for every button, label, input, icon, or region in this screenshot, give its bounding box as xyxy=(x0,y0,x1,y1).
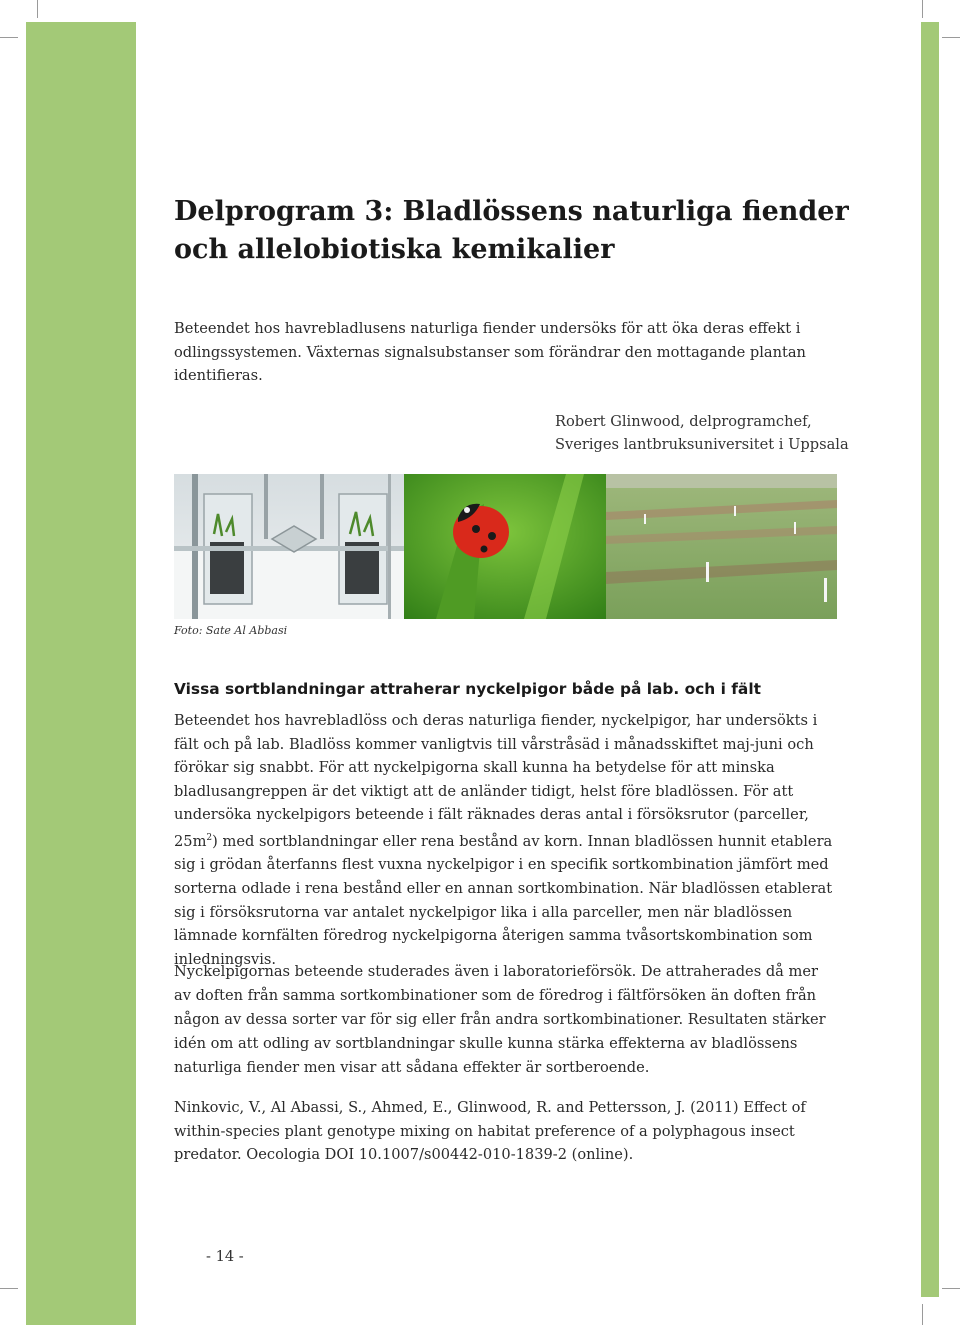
lab-olfactometer-photo xyxy=(174,474,404,619)
author-affiliation: Sveriges lantbruksuniversitet i Uppsala xyxy=(555,436,849,453)
right-green-band xyxy=(921,22,939,1297)
photo-caption: Foto: Sate Al Abbasi xyxy=(174,624,288,637)
section-heading: Vissa sortblandningar attraherar nyckelpigor både på lab. och i fält xyxy=(174,680,761,698)
crop-mark xyxy=(37,0,38,18)
body-paragraph-1 xyxy=(174,709,839,971)
body-paragraph-1-start: Beteendet hos havrebladlöss och deras naturliga fiender, nyckelpigor, har undersökts i fält och på lab. Bladlöss kommer vanligtvis till vårstråsäd i månadsskiftet maj-juni och förökar sig snabbt. För att nyckelpigorna skall kunna ha betydelse för att minska bladlusangreppen är det viktigt att de anländer tidigt, helst före bladlössen. För att undersöka nyckelpigors beteende i fält räknades deras antal i försöksrutor (parceller, 25m xyxy=(174,712,818,850)
crop-mark xyxy=(922,0,923,18)
author-block xyxy=(555,410,855,456)
crop-mark xyxy=(922,1304,923,1325)
left-green-band xyxy=(26,22,136,1325)
ladybird-on-leaf-photo xyxy=(404,474,606,619)
intro-paragraph: Beteendet hos havrebladlusens naturliga fiender undersöks för att öka deras effekt i odlingssystemen. Växternas signalsubstanser som förändrar den mottagande plantan identifieras. xyxy=(174,320,806,384)
superscript: 2 xyxy=(206,832,213,843)
crop-mark xyxy=(942,37,960,38)
reference: Ninkovic, V., Al Abassi, S., Ahmed, E., Glinwood, R. and Pettersson, J. (2011) Effect of within-species plant genotype mixing on habitat preference of a polyphagous insect predator. Oecologia DOI 10.1007/s00442-010-1839-2 (online). xyxy=(174,1099,806,1163)
page-number: - 14 - xyxy=(206,1248,244,1265)
crop-mark xyxy=(942,1288,960,1289)
author-name: Robert Glinwood, delprogramchef, xyxy=(555,413,812,430)
crop-mark xyxy=(0,1288,18,1289)
body-paragraph-1-end: ) med sortblandningar eller rena bestånd av korn. Innan bladlössen hunnit etablera sig i grödan återfanns flest vuxna nyckelpigor i en specifik sortkombination jämfört med sorterna odlade i rena bestånd eller en annan sortkombination. När bladlössen etablerat sig i försöksrutorna var antalet nyckelpigor lika i alla parceller, men när bladlössen lämnade kornfälten föredrog nyckelpigorna återigen samma tvåsortskombination som inledningsvis. xyxy=(174,832,833,968)
body-paragraph-2: Nyckelpigornas beteende studerades även i laboratorieförsök. De attraherades då mer av doften från samma sortkombinationer som de föredrog i fältförsöken än doften från någon av dessa sorter var för sig eller från andra sortkombinationer. Resultaten stärker idén om att odling av sortblandningar skulle kunna stärka effekterna av bladlössens naturliga fiender men visar att sådana effekter är sortberoende. xyxy=(174,963,826,1076)
photo-strip xyxy=(174,474,837,619)
page-title: Delprogram 3: Bladlössens naturliga fiender och allelobiotiska kemikalier xyxy=(174,196,849,265)
field-plots-photo xyxy=(606,474,837,619)
crop-mark xyxy=(0,37,18,38)
